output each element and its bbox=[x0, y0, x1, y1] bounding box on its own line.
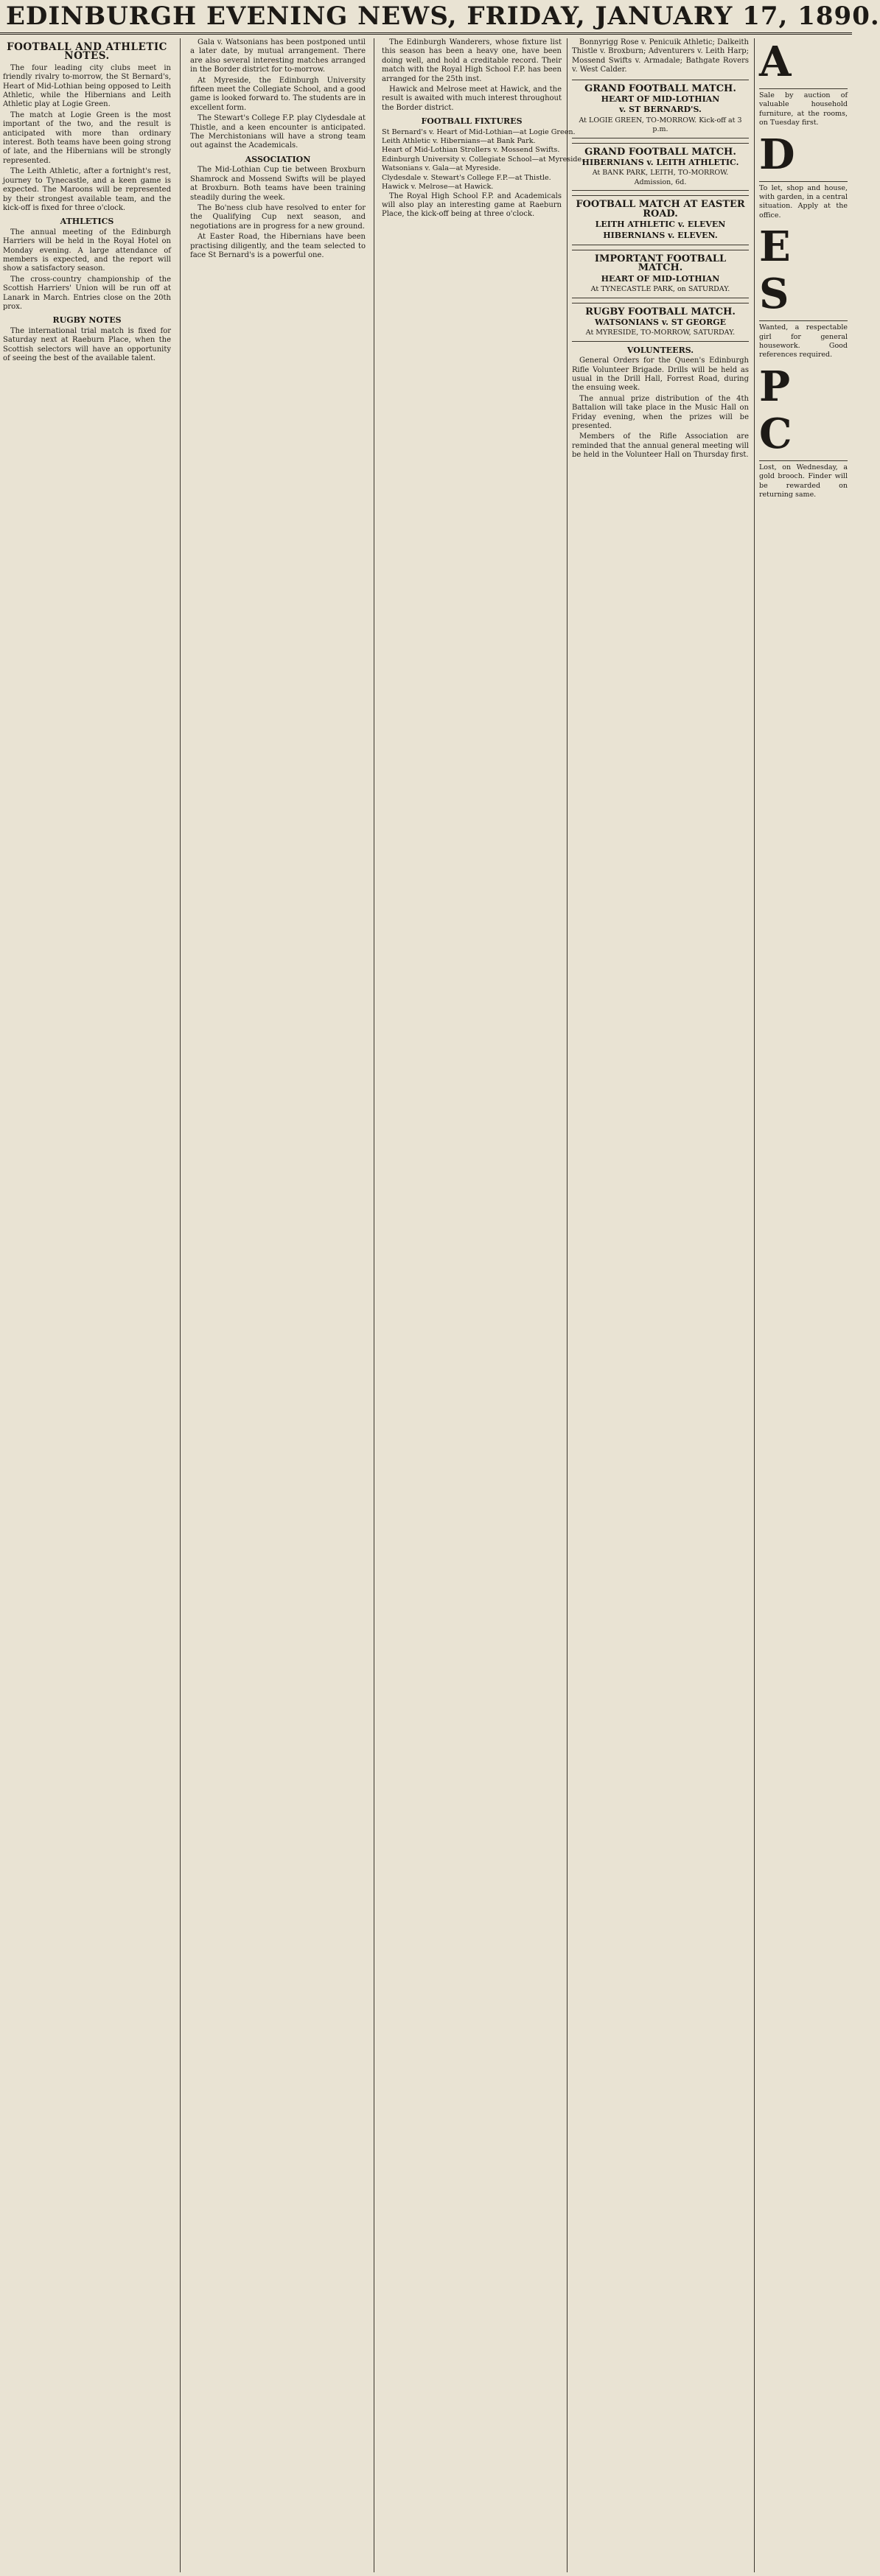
subheading: ATHLETICS bbox=[60, 217, 114, 227]
advert-text: To let, shop and house, with garden, in a central situation. Apply at the office. bbox=[759, 181, 848, 221]
fixture-line: Edinburgh University v. Collegiate School—at Myreside. bbox=[382, 155, 584, 164]
subheading: VOLUNTEERS. bbox=[626, 345, 694, 355]
paragraph: The Stewart's College F.P. play Clydesdale at Thistle, and a keen encounter is anticipated. The Merchistonians will have a strong team out against the Academicals. bbox=[190, 114, 366, 150]
match-advert bbox=[572, 303, 749, 342]
paragraph: Bonnyrigg Rose v. Penicuik Athletic; Dalkeith Thistle v. Broxburn; Adventurers v. Leith Harp; Mossend Swifts v. Armadale; Bathgate Rovers v. West Calder. bbox=[572, 38, 749, 74]
column-3 bbox=[382, 38, 584, 2572]
fixture-line: Watsonians v. Gala—at Myreside. bbox=[382, 164, 501, 173]
paragraph: The Edinburgh Wanderers, whose fixture list this season has been a heavy one, have been doing well, and hold a creditable record. Their match with the Royal High School F.P. has been arranged for the 25th inst. bbox=[382, 38, 562, 83]
fixture-line: Leith Athletic v. Hibernians—at Bank Park. bbox=[382, 137, 536, 146]
match-advert bbox=[572, 80, 749, 138]
advert-line: WATSONIANS v. ST GEORGE bbox=[594, 317, 727, 327]
advert-letter: D bbox=[759, 130, 797, 179]
advert-title: RUGBY FOOTBALL MATCH. bbox=[585, 306, 736, 317]
fixture-line: Clydesdale v. Stewart's College F.P.—at Thistle. bbox=[382, 173, 551, 182]
masthead-title: EDINBURGH EVENING NEWS, FRIDAY, JANUARY 17, 1890. bbox=[6, 1, 880, 31]
advert-line: At LOGIE GREEN, TO-MORROW. Kick-off at 3 p.m. bbox=[579, 116, 742, 134]
subheading: RUGBY NOTES bbox=[52, 315, 122, 326]
advert-line: At TYNECASTLE PARK, on SATURDAY. bbox=[590, 285, 730, 294]
advert-line: HIBERNIANS v. ELEVEN. bbox=[603, 230, 718, 240]
column-4 bbox=[572, 38, 749, 2572]
paragraph: The international trial match is fixed for Saturday next at Raeburn Place, when the Scottish selectors will have an opportunity of seeing the best of the available talent. bbox=[3, 326, 171, 362]
paragraph: The cross-country championship of the Scottish Harriers' Union will be run off at Lanark in March. Entries close on the 20th prox. bbox=[3, 275, 171, 311]
match-advert bbox=[572, 195, 749, 245]
paragraph: The four leading city clubs meet in friendly rivalry to-morrow, the St Bernard's, Heart of Mid-Lothian being opposed to Leith Athletic, while the Hibernians and Leith Athletic play at Logie Green. bbox=[3, 63, 171, 109]
paragraph: Gala v. Watsonians has been postponed until a later date, by mutual arrangement. There are also several interesting matches arranged in the Border district for to-morrow. bbox=[190, 38, 366, 74]
advert-line: HEART OF MID-LOTHIAN bbox=[601, 273, 720, 284]
advert-line: HEART OF MID-LOTHIAN bbox=[601, 94, 720, 105]
match-advert bbox=[572, 250, 749, 298]
subheading: ASSOCIATION bbox=[245, 154, 311, 164]
advert-line: LEITH ATHLETIC v. ELEVEN bbox=[595, 220, 726, 230]
column-5 bbox=[759, 38, 848, 2572]
advert-text: Wanted, a respectable girl for general housework. Good references required. bbox=[759, 320, 848, 360]
advert-letter: E bbox=[759, 222, 792, 272]
masthead bbox=[0, 0, 880, 35]
fixture-line: Heart of Mid-Lothian Strollers v. Mossend Swifts. bbox=[382, 146, 560, 155]
section-heading: FOOTBALL AND ATHLETIC NOTES. bbox=[7, 41, 167, 63]
paragraph: Hawick and Melrose meet at Hawick, and the result is awaited with much interest throughout the Border district. bbox=[382, 85, 562, 112]
paragraph: The annual prize distribution of the 4th Battalion will take place in the Music Hall on Friday evening, when the prizes will be presented. bbox=[572, 394, 749, 430]
paragraph: The Royal High School F.P. and Academicals will also play an interesting game at Raeburn Place, the kick-off being at three o'clock. bbox=[382, 192, 562, 219]
advert-title: FOOTBALL MATCH AT EASTER ROAD. bbox=[576, 199, 745, 220]
advert-letter: C bbox=[759, 409, 794, 458]
fixture-line: Hawick v. Melrose—at Hawick. bbox=[382, 183, 494, 192]
advert-title: GRAND FOOTBALL MATCH. bbox=[584, 83, 736, 94]
paragraph: The annual meeting of the Edinburgh Harriers will be held in the Royal Hotel on Monday evening. A large attendance of members is expected, and the report will show a satisfactory season. bbox=[3, 228, 171, 273]
advert-title: IMPORTANT FOOTBALL MATCH. bbox=[594, 253, 727, 274]
columns bbox=[0, 38, 852, 2572]
paragraph: The match at Logie Green is the most important of the two, and the result is anticipated with more than ordinary interest. Both teams have been going strong of late, and the Hibernians will be strongly represented. bbox=[3, 110, 171, 165]
advert-letter: P bbox=[759, 362, 792, 411]
paragraph: General Orders for the Queen's Edinburgh Rifle Volunteer Brigade. Drills will be held as usual in the Drill Hall, Forrest Road, during the ensuing week. bbox=[572, 357, 749, 393]
advert-text: Lost, on Wednesday, a gold brooch. Finder will be rewarded on returning same. bbox=[759, 460, 848, 500]
advert-text: Sale by auction of valuable household furniture, at the rooms, on Tuesday first. bbox=[759, 88, 848, 128]
subheading: FOOTBALL FIXTURES bbox=[421, 116, 523, 127]
paragraph: The Bo'ness club have resolved to enter for the Qualifying Cup next season, and negotiations are in progress for a new ground. bbox=[190, 203, 366, 231]
column-2 bbox=[190, 38, 366, 2572]
paragraph: At Easter Road, the Hibernians have been practising diligently, and the team selected to face St Bernard's is a powerful one. bbox=[190, 233, 366, 259]
paragraph: The Mid-Lothian Cup tie between Broxburn Shamrock and Mossend Swifts will be played at Broxburn. Both teams have been training steadily during the week. bbox=[190, 166, 366, 202]
paragraph: At Myreside, the Edinburgh University fifteen meet the Collegiate School, and a good game is looked forward to. The students are in excellent form. bbox=[190, 76, 366, 112]
advert-line: At BANK PARK, LEITH, TO-MORROW. Admission, 6d. bbox=[592, 169, 729, 186]
advert-line: v. ST BERNARD'S. bbox=[619, 105, 702, 115]
advert-letter: A bbox=[759, 38, 793, 86]
advert-title: GRAND FOOTBALL MATCH. bbox=[584, 146, 736, 158]
fixture-line: St Bernard's v. Heart of Mid-Lothian—at Logie Green. bbox=[382, 127, 576, 136]
advert-letter: S bbox=[759, 270, 791, 319]
paragraph: Members of the Rifle Association are reminded that the annual general meeting will be held in the Volunteer Hall on Thursday first. bbox=[572, 432, 749, 460]
match-advert bbox=[572, 143, 749, 192]
paragraph: The Leith Athletic, after a fortnight's rest, journey to Tynecastle, and a keen game is expected. The Maroons will be represented by their strongest available team, and the kick-off is fixed for three o'clock. bbox=[3, 167, 171, 212]
column-1 bbox=[3, 38, 171, 2572]
advert-line: At MYRESIDE, TO-MORROW, SATURDAY. bbox=[585, 329, 736, 337]
advert-line: HIBERNIANS v. LEITH ATHLETIC. bbox=[582, 158, 739, 168]
